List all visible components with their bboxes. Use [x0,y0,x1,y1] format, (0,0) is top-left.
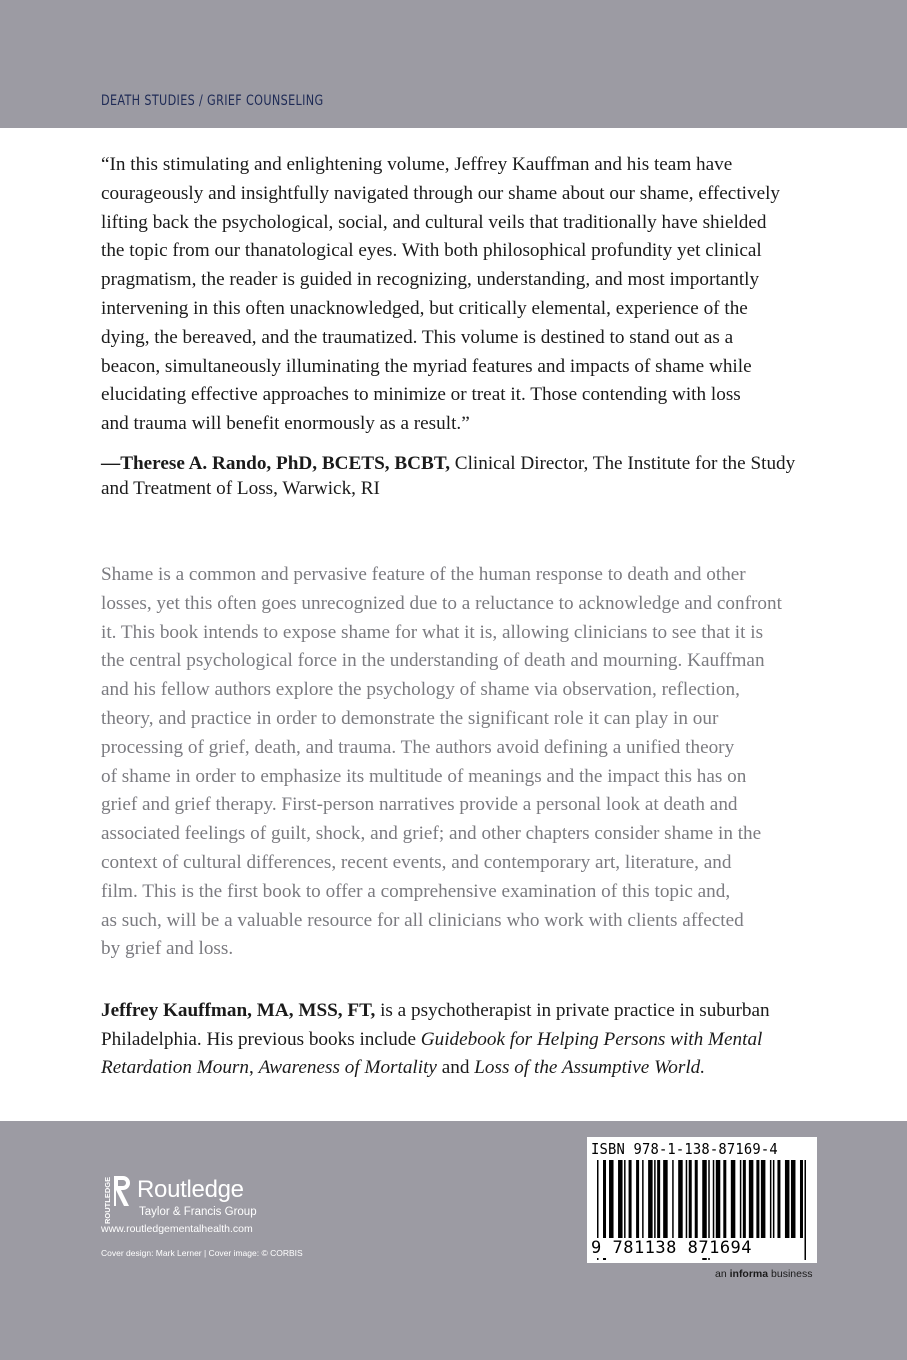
quote-line: “In this stimulating and enlightening volume, Jeffrey Kauffman and his team have [101,154,733,175]
logo-letters: ROUTLEDGE [103,1176,112,1224]
description-line: of shame in order to emphasize its multitude of meanings and the impact this has on [101,765,747,787]
barcode-bar [770,1160,772,1238]
book-title: Awareness of Mortality [258,1057,437,1078]
quote-line: pragmatism, the reader is guided in recognizing, understanding, and most importantly [101,269,760,291]
description-line: context of cultural differences, recent events, and contemporary art, literature, and [101,851,732,873]
barcode-bar [695,1160,698,1238]
quote-attribution [101,451,831,501]
top-band [0,0,907,128]
description-line: the central psychological force in the understanding of death and mourning. Kauffman [101,650,765,672]
publisher-name: Routledge [137,1176,244,1203]
informa-tagline: an informa business [715,1268,813,1280]
attribution-title: Clinical Director, The Institute for the Study [450,453,796,474]
barcode-bar [773,1160,775,1238]
description-line: film. This is the first book to offer a comprehensive examination of this topic and, [101,880,731,902]
description-line: Shame is a common and pervasive feature of the human response to death and other [101,564,746,585]
isbn-barcode [587,1137,817,1263]
description-line: it. This book intends to expose shame for what it is, allowing clinicians to see that it is [101,621,764,643]
quote-line: courageously and insightfully navigated through our shame about our shame, effectively [101,182,781,204]
barcode-bar [740,1160,742,1238]
quote-line: intervening in this often unacknowledged, but critically elemental, experience of the [101,297,748,319]
barcode-bar [609,1160,614,1238]
description-line: theory, and practice in order to demonstrate the significant role it can play in our [101,707,719,729]
barcode-bar [636,1160,639,1238]
author-name: Jeffrey Kauffman, MA, MSS, FT, [101,1000,376,1021]
barcode-bar [800,1160,803,1238]
quote-line: lifting back the psychological, social, and cultural veils that traditionally have shielded [101,211,767,233]
description-line: associated feelings of guilt, shock, and grief; and other chapters consider shame in the [101,823,762,845]
quote-line: elucidating effective approaches to minimize or treat it. Those contending with loss [101,384,741,406]
description-line: processing of grief, death, and trauma. The authors avoid defining a unified theory [101,736,735,758]
bio-text: Philadelphia. His previous books include [101,1028,421,1050]
book-title: Loss of the Assumptive World. [474,1057,706,1078]
quote-line: and trauma will benefit enormously as a result.” [101,413,470,435]
bio-text: and [436,1057,475,1078]
attribution-name: —Therese A. Rando, PhD, BCETS, BCBT, [101,453,450,474]
bio-text: , [248,1057,259,1078]
description-line: by grief and loss. [101,938,234,960]
barcode-bar [624,1160,626,1238]
cover-credits: Cover design: Mark Lerner | Cover image: © CORBIS [101,1248,303,1258]
routledge-logo-icon [101,1174,131,1224]
book-title: Guidebook for Helping Persons with Mental [420,1028,763,1050]
barcode-bar [629,1160,632,1238]
barcode-bar [663,1160,668,1238]
author-bio [101,997,831,1083]
barcode-bar [716,1160,721,1238]
barcode-bar [756,1160,759,1238]
barcode-bar [785,1160,790,1238]
quote-line: beacon, simultaneously illuminating the myriad features and impacts of shame while [101,355,752,377]
barcode-bar [749,1160,754,1238]
barcode-bar [713,1160,715,1238]
barcode-bar [804,1160,806,1260]
description-line: and his fellow authors explore the psychology of shame via observation, reflection, [101,679,740,701]
publisher-website: www.routledgementalhealth.com [101,1223,253,1235]
bio-text: is a psychotherapist in private practice in suburban [375,1000,770,1021]
book-description [101,561,821,964]
barcode-bar [777,1160,780,1238]
barcode-bar [723,1160,726,1238]
publisher-group: Taylor & Francis Group [139,1206,257,1218]
barcode-bar [791,1160,796,1238]
description-line: as such, will be a valuable resource for all clinicians who work with clients affected [101,909,744,931]
quote-line: the topic from our thanatological eyes. With both philosophical profundity yet clinical [101,240,762,262]
barcode-bar [761,1160,766,1238]
book-title: Retardation Mourn [101,1057,249,1078]
isbn-label: ISBN 978-1-138-87169-4 [591,1140,778,1158]
barcode-bar [686,1160,688,1238]
barcode-bar [618,1160,623,1238]
barcode-bar [654,1160,656,1238]
barcode-bar [648,1160,653,1238]
barcode-bar [689,1160,692,1238]
isbn-digits: 9 781138 871694 [591,1238,753,1258]
endorsement-quote [101,151,821,439]
barcode-bar [743,1160,746,1238]
description-line: losses, yet this often goes unrecognized due to a reluctance to acknowledge and confront [101,592,782,614]
attribution-affiliation: and Treatment of Loss, Warwick, RI [101,478,380,499]
barcode-bar [672,1160,674,1238]
description-line: grief and grief therapy. First-person narratives provide a personal look at death and [101,794,738,816]
series-label: DEATH STUDIES / GRIEF COUNSELING [101,93,324,109]
barcode-bar [678,1160,683,1238]
barcode-bar [657,1160,660,1238]
barcode-bar [731,1160,736,1238]
barcode-bar [642,1160,644,1238]
quote-line: dying, the bereaved, and the traumatized. This volume is destined to stand out as a [101,326,734,348]
